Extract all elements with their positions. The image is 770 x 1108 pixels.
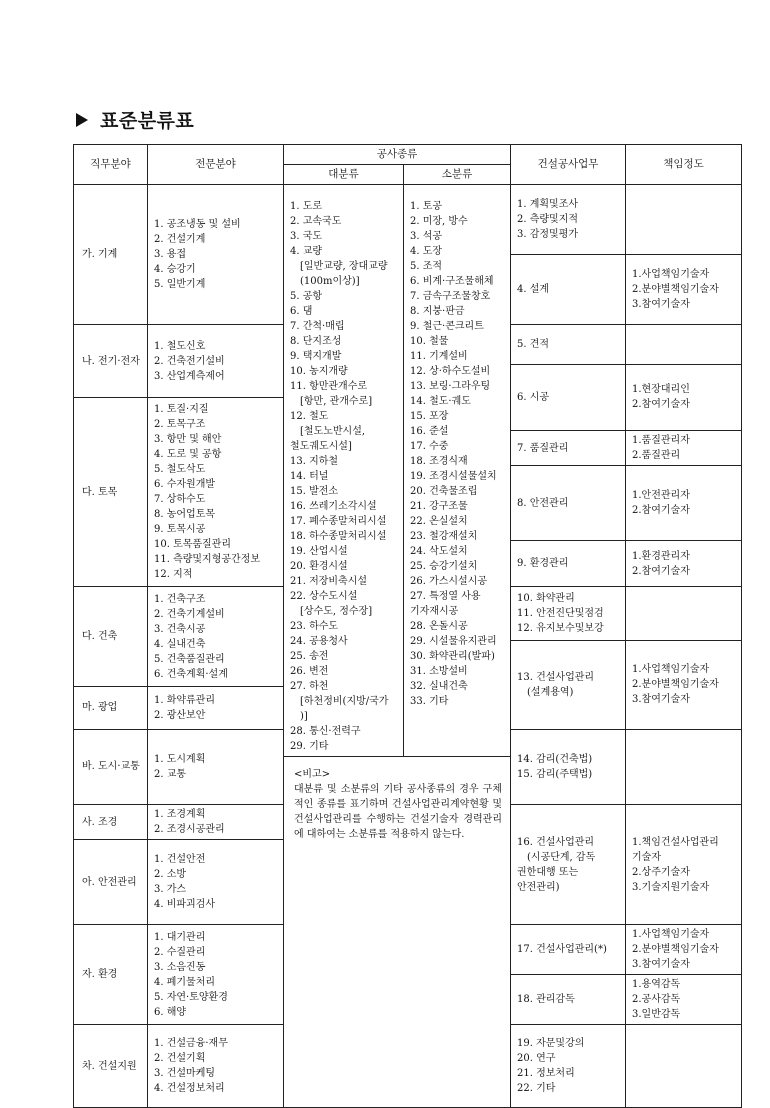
responsibility-list-line: 1.환경관리자: [632, 550, 690, 562]
major-classification-list-line: 6. 댐: [290, 306, 313, 317]
major-classification-list-line: 철도궤도시설]: [290, 441, 352, 452]
major-classification-list-line: 7. 간척·매립: [290, 321, 345, 332]
header-minor: 소분류: [404, 165, 511, 185]
specialty-list-line: 2. 수질관리: [154, 946, 206, 958]
business-list: [511, 364, 626, 431]
specialty-list-line: 1. 화약류관리: [154, 694, 216, 706]
specialty-list-line: 2. 교통: [154, 768, 187, 780]
standard-classification-table: [73, 144, 742, 1108]
business-list-line: 15. 감리(주택법): [517, 768, 593, 780]
major-classification-list-line: 28. 통신·전력구: [290, 726, 361, 737]
minor-classification-list-line: 12. 상·하수도설비: [410, 366, 491, 377]
specialty-list-line: 2. 건설기계: [154, 234, 206, 246]
field-name: 다. 건축: [74, 587, 148, 687]
specialty-list: [148, 185, 284, 325]
business-list-line: 13. 건설사업관리: [517, 671, 595, 683]
specialty-list-line: 5. 철도삭도: [154, 464, 206, 475]
minor-classification-list-line: 26. 가스시설시공: [410, 576, 488, 587]
header-business: 건설공사업무: [511, 145, 626, 185]
specialty-list-line: 1. 토질·지질: [154, 404, 209, 415]
header-major: 대분류: [284, 165, 404, 185]
minor-classification-list-line: 7. 금속구조물창호: [410, 291, 491, 302]
responsibility-list-line: 3.참여기술자: [632, 959, 690, 970]
business-list-line: 5. 견적: [517, 338, 550, 350]
minor-classification-list-line: 4. 도장: [410, 246, 443, 257]
specialty-list-line: 1. 공조냉동 및 설비: [154, 219, 241, 231]
remarks-cell: [284, 757, 511, 1108]
responsibility-list-line: 3.기술지원기술자: [632, 881, 710, 893]
major-classification-list-line: 13. 지하철: [290, 456, 339, 467]
specialty-list-line: 1. 대기관리: [154, 931, 206, 943]
responsibility-list-line: 2.분야별책임기술자: [632, 284, 719, 296]
responsibility-list-line: 1.책임건설사업관리: [632, 836, 719, 848]
specialty-list-line: 2. 광산보안: [154, 709, 206, 721]
specialty-list-line: 3. 가스: [154, 884, 187, 895]
responsibility-list: [626, 640, 742, 729]
business-list: [511, 431, 626, 466]
field-name: 다. 토목: [74, 397, 148, 587]
major-classification-list-line: 8. 단지조성: [290, 336, 342, 347]
specialty-list: [148, 325, 284, 398]
specialty-list-line: 4. 비파괴검사: [154, 899, 216, 910]
responsibility-list-line: 2.품질관리: [632, 450, 681, 461]
major-classification-list-line: 20. 환경시설: [290, 561, 348, 572]
responsibility-list: [626, 1025, 742, 1108]
major-classification-list-line: [상수도, 정수장]: [300, 606, 373, 617]
specialty-list-line: 2. 토목구조: [154, 419, 206, 430]
major-classification-list-line: [항만, 관개수로]: [300, 396, 373, 407]
page-title: 표준분류표: [76, 106, 194, 133]
specialty-list-line: 6. 해양: [154, 1006, 187, 1018]
specialty-list-line: 3. 항만 및 해안: [154, 434, 222, 445]
minor-classification-list-line: 6. 비계·구조물해체: [410, 276, 494, 287]
major-classification-list-line: 16. 쓰레기소각시설: [290, 501, 377, 512]
minor-classification-list-line: 9. 철근·콘크리트: [410, 321, 484, 332]
specialty-list-line: 1. 건설금융·재무: [154, 1038, 228, 1049]
major-classification-list-line: 29. 기타: [290, 741, 329, 752]
header-construction-type: 공사종류: [284, 145, 511, 165]
major-classification-list-line: )]: [300, 711, 308, 722]
minor-classification-list-line: 8. 지붕·판금: [410, 306, 465, 317]
business-list: [511, 185, 626, 255]
header-job-field: 직무분야: [74, 145, 148, 185]
responsibility-list: [626, 255, 742, 325]
major-classification-list-line: 27. 하천: [290, 681, 329, 692]
business-list: [511, 640, 626, 729]
business-list-line: 7. 품질관리: [517, 442, 569, 454]
field-name: 아. 안전관리: [74, 840, 148, 925]
minor-classification-list-line: 25. 승강기설치: [410, 561, 478, 572]
business-list-line: 8. 안전관리: [517, 497, 569, 509]
major-classification-list-line: 26. 변전: [290, 666, 329, 677]
specialty-list-line: 4. 실내건축: [154, 638, 206, 650]
minor-classification-list-line: 32. 실내건축: [410, 681, 468, 692]
specialty-list-line: 4. 도로 및 공항: [154, 449, 222, 460]
responsibility-list-line: 2.참여기술자: [632, 565, 690, 577]
responsibility-list: [626, 466, 742, 541]
business-list-line: 21. 정보처리: [517, 1068, 575, 1079]
business-list-line: 22. 기타: [517, 1083, 556, 1094]
business-list-line: 11. 안전진단및점검: [517, 607, 604, 619]
field-name: 마. 광업: [74, 686, 148, 729]
minor-classification-list-line: 19. 조경시설물설치: [410, 471, 497, 482]
business-list-line: 4. 설계: [517, 284, 550, 296]
major-classification-list-line: 19. 산업시설: [290, 546, 348, 557]
specialty-list-line: 5. 자연·토양환경: [154, 991, 228, 1003]
minor-classification-list-line: 30. 화약관리(발파): [410, 651, 495, 662]
minor-classification-list-line: 21. 강구조물: [410, 501, 468, 512]
major-classification-list-line: 23. 하수도: [290, 621, 339, 632]
minor-classification-list: [404, 185, 511, 757]
minor-classification-list-line: 17. 수중: [410, 441, 449, 452]
specialty-list: [148, 587, 284, 687]
business-list-line: 9. 환경관리: [517, 558, 569, 570]
major-classification-list-line: 17. 폐수종말처리시설: [290, 516, 387, 527]
specialty-list-line: 1. 건축구조: [154, 593, 206, 605]
major-classification-list-line: 5. 공항: [290, 291, 323, 302]
responsibility-list: [626, 541, 742, 587]
specialty-list-line: 2. 건설기획: [154, 1053, 206, 1064]
specialty-list-line: 3. 산업계측제어: [154, 370, 225, 382]
business-list: [511, 805, 626, 925]
responsibility-list: [626, 325, 742, 364]
responsibility-list: [626, 805, 742, 925]
minor-classification-list-line: 20. 건축물조립: [410, 486, 478, 497]
specialty-list-line: 12. 지적: [154, 569, 193, 580]
responsibility-list: [626, 975, 742, 1025]
major-classification-list-line: (100m이상)]: [300, 276, 360, 287]
major-classification-list-line: 1. 도로: [290, 201, 323, 212]
specialty-list-line: 6. 건축계획·설계: [154, 668, 228, 680]
minor-classification-list-line: 29. 시설물유지관리: [410, 636, 497, 647]
major-classification-list-line: 15. 발전소: [290, 486, 339, 497]
business-list-line: 14. 감리(건축법): [517, 753, 593, 765]
business-list-line: 3. 감정및평가: [517, 229, 579, 240]
specialty-list: [148, 686, 284, 729]
specialty-list-line: 3. 소음진동: [154, 961, 206, 973]
business-list: [511, 975, 626, 1025]
specialty-list-line: 3. 건설마케팅: [154, 1068, 216, 1079]
minor-classification-list-line: 2. 미장, 방수: [410, 216, 468, 227]
major-classification-list-line: 12. 철도: [290, 411, 329, 422]
responsibility-list-line: 3.참여기술자: [632, 299, 690, 311]
specialty-list-line: 1. 조경계획: [154, 809, 206, 820]
responsibility-list-line: 1.사업책임기술자: [632, 269, 710, 281]
minor-classification-list-line: 31. 소방설비: [410, 666, 468, 677]
responsibility-list: [626, 364, 742, 431]
responsibility-list: [626, 729, 742, 804]
business-list-line: 16. 건설사업관리: [517, 836, 595, 848]
major-classification-list-line: 25. 송전: [290, 651, 329, 662]
specialty-list: [148, 840, 284, 925]
minor-classification-list-line: 22. 온실설치: [410, 516, 468, 527]
business-list-line: 20. 연구: [517, 1053, 556, 1064]
major-classification-list-line: 14. 터널: [290, 471, 329, 482]
business-list-line: 1. 계획및조사: [517, 199, 579, 210]
minor-classification-list-line: 15. 포장: [410, 411, 449, 422]
specialty-list-line: 6. 수자원개발: [154, 479, 216, 490]
responsibility-list-line: 2.분야별책임기술자: [632, 944, 719, 955]
header-specialty: 전문분야: [148, 145, 284, 185]
minor-classification-list-line: 24. 삭도설치: [410, 546, 468, 557]
responsibility-list-line: 2.참여기술자: [632, 505, 690, 517]
major-classification-list-line: 9. 택지개발: [290, 351, 342, 362]
field-name: 차. 건설지원: [74, 1025, 148, 1108]
minor-classification-list-line: 14. 철도·궤도: [410, 396, 471, 407]
responsibility-list-line: 3.일반감독: [632, 1009, 681, 1020]
specialty-list-line: 10. 토목품질관리: [154, 539, 232, 550]
responsibility-list-line: 3.참여기술자: [632, 694, 690, 706]
minor-classification-list-line: 18. 조경식재: [410, 456, 468, 467]
specialty-list-line: 7. 상하수도: [154, 494, 206, 505]
business-list-line: 2. 측량및지적: [517, 214, 579, 225]
major-classification-list: [284, 185, 404, 757]
responsibility-list-line: 1.안전관리자: [632, 490, 690, 502]
specialty-list-line: 5. 일반기계: [154, 279, 206, 291]
major-classification-list-line: 3. 국도: [290, 231, 323, 242]
responsibility-list-line: 1.품질관리자: [632, 435, 690, 446]
business-list: [511, 587, 626, 640]
responsibility-list-line: 기술자: [632, 851, 661, 863]
field-name: 나. 전기·전자: [74, 325, 148, 398]
business-list: [511, 325, 626, 364]
major-classification-list-line: [하천정비(지방/국가: [300, 696, 389, 707]
minor-classification-list-line: 5. 조적: [410, 261, 443, 272]
business-list: [511, 1025, 626, 1108]
header-responsibility: 책임정도: [626, 145, 742, 185]
minor-classification-list-line: 27. 특정열 사용: [410, 591, 481, 602]
major-classification-list-line: 22. 상수도시설: [290, 591, 358, 602]
business-list: [511, 541, 626, 587]
minor-classification-list-line: 기자재시공: [410, 606, 459, 617]
major-classification-list-line: 4. 교량: [290, 246, 323, 257]
minor-classification-list-line: 13. 보링·그라우팅: [410, 381, 491, 392]
business-list: [511, 729, 626, 804]
business-list-line: 12. 유지보수및보강: [517, 622, 604, 634]
major-classification-list-line: 10. 농지개량: [290, 366, 348, 377]
major-classification-list-line: [일반교량, 장대교량: [300, 261, 388, 272]
business-list-line: (설계용역): [527, 686, 574, 698]
specialty-list-line: 2. 조경시공관리: [154, 824, 225, 835]
specialty-list-line: 2. 건축기계설비: [154, 608, 225, 620]
specialty-list-line: 5. 건축품질관리: [154, 653, 225, 665]
major-classification-list-line: 11. 항만관개수로: [290, 381, 368, 392]
responsibility-list: [626, 185, 742, 255]
major-classification-list-line: 18. 하수종말처리시설: [290, 531, 387, 542]
specialty-list-line: 1. 철도신호: [154, 340, 206, 352]
minor-classification-list-line: 3. 석공: [410, 231, 443, 242]
major-classification-list-line: [철도노반시설,: [300, 426, 366, 437]
minor-classification-list-line: 23. 철강재설치: [410, 531, 478, 542]
business-list-line: 10. 화약관리: [517, 592, 575, 604]
triangle-right-icon: [76, 113, 88, 127]
field-name: 가. 기계: [74, 185, 148, 325]
business-list-line: 안전관리): [517, 881, 560, 893]
major-classification-list-line: 21. 저장비축시설: [290, 576, 368, 587]
field-name: 사. 조경: [74, 805, 148, 840]
specialty-list-line: 9. 토목시공: [154, 524, 206, 535]
specialty-list: [148, 729, 284, 804]
specialty-list-line: 3. 건축시공: [154, 623, 206, 635]
responsibility-list-line: 2.공사감독: [632, 994, 681, 1005]
field-name: 자. 환경: [74, 925, 148, 1025]
business-list-line: 18. 관리감독: [517, 994, 575, 1005]
business-list-line: (시공단계, 감독: [527, 851, 596, 863]
minor-classification-list-line: 1. 토공: [410, 201, 443, 212]
specialty-list-line: 11. 측량및지형공간정보: [154, 554, 261, 565]
specialty-list-line: 4. 승강기: [154, 264, 196, 276]
remarks-label: <비고>: [294, 769, 331, 780]
minor-classification-list-line: 33. 기타: [410, 696, 449, 707]
minor-classification-list-line: 16. 준설: [410, 426, 449, 437]
specialty-list-line: 3. 용접: [154, 249, 187, 261]
minor-classification-list-line: 11. 기계설비: [410, 351, 468, 362]
specialty-list: [148, 805, 284, 840]
business-list-line: 17. 건설사업관리(*): [517, 944, 607, 955]
responsibility-list-line: 1.현장대리인: [632, 384, 690, 396]
business-list: [511, 255, 626, 325]
field-name: 바. 도시·교통: [74, 729, 148, 804]
specialty-list-line: 2. 건축전기설비: [154, 355, 225, 367]
responsibility-list-line: 1.사업책임기술자: [632, 664, 710, 676]
responsibility-list-line: 2.상주기술자: [632, 866, 690, 878]
remarks-text: 대분류 및 소분류의 기타 공사종류의 경우 구체적인 종류를 표기하며 건설사업관리계약현황 및 건설사업관리를 수행하는 건설기술자 경력관리에 대하여는 소분류를 적용하지 않는다.: [294, 784, 503, 840]
specialty-list: [148, 925, 284, 1025]
responsibility-list: [626, 925, 742, 975]
specialty-list-line: 4. 폐기물처리: [154, 976, 216, 988]
minor-classification-list-line: 10. 철물: [410, 336, 449, 347]
business-list: [511, 925, 626, 975]
specialty-list: [148, 397, 284, 587]
business-list-line: 권한대행 또는: [517, 866, 579, 878]
major-classification-list-line: 24. 공용청사: [290, 636, 348, 647]
business-list-line: 19. 자문및강의: [517, 1038, 585, 1049]
responsibility-list-line: 1.사업책임기술자: [632, 929, 710, 940]
specialty-list: [148, 1025, 284, 1108]
major-classification-list-line: 2. 고속국도: [290, 216, 342, 227]
responsibility-list: [626, 431, 742, 466]
business-list: [511, 466, 626, 541]
specialty-list-line: 2. 소방: [154, 869, 187, 880]
responsibility-list-line: 2.분야별책임기술자: [632, 679, 719, 691]
specialty-list-line: 4. 건설정보처리: [154, 1083, 225, 1094]
business-list-line: 6. 시공: [517, 391, 550, 403]
responsibility-list-line: 2.참여기술자: [632, 399, 690, 411]
specialty-list-line: 8. 농어업토목: [154, 509, 216, 520]
specialty-list-line: 1. 건설안전: [154, 854, 206, 865]
minor-classification-list-line: 28. 온돌시공: [410, 621, 468, 632]
responsibility-list-line: 1.용역감독: [632, 979, 681, 990]
responsibility-list: [626, 587, 742, 640]
specialty-list-line: 1. 도시계획: [154, 753, 206, 765]
